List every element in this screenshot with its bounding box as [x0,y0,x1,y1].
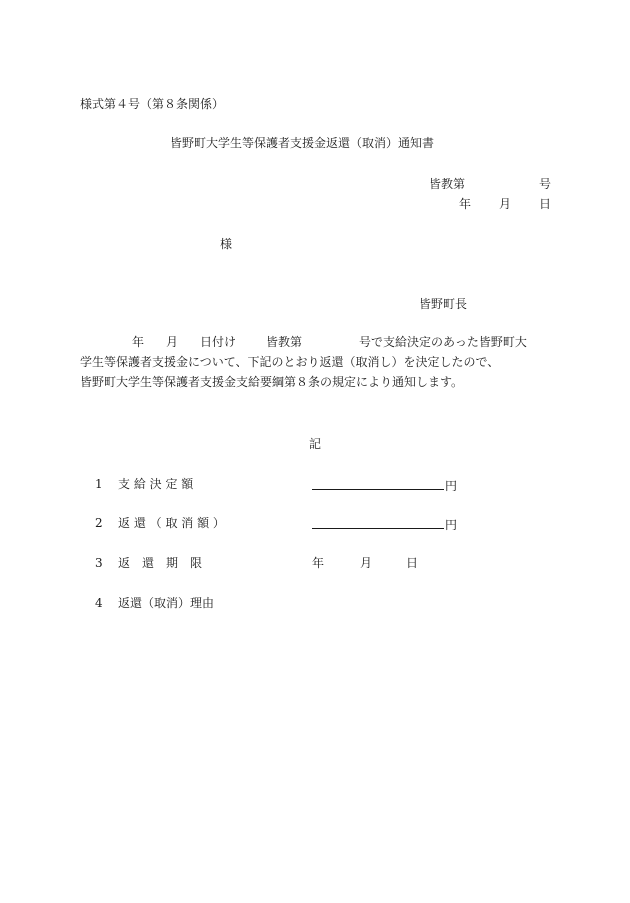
body-year: 年 [132,335,145,349]
body-ref-prefix: 皆教第 [266,335,303,349]
item-label: 支 給 決 定 額 [118,477,194,491]
issuer-name: 皆野町長 [419,297,468,311]
item-label: 返還（取消）理由 [118,596,215,610]
addressee-suffix: 様 [220,237,233,251]
form-number: 様式第４号（第８条関係） [80,97,225,111]
reference-prefix: 皆教第 [429,177,466,191]
body-line3: 皆野町大学生等保護者支援金支給要綱第８条の規定により通知します。 [80,375,464,389]
unit-yen: 円 [445,518,458,532]
blank-line [312,517,444,529]
date-day: 日 [539,197,552,211]
amount-blank [312,478,457,492]
item-number: 2 [95,516,103,530]
date-year: 年 [459,197,472,211]
document-title: 皆野町大学生等保護者支援金返還（取消）通知書 [170,136,435,150]
deadline-day: 日 [406,556,419,570]
item-label: 返 還 期 限 [118,556,203,570]
ki-marker: 記 [309,437,322,451]
item-label: 返 還 （ 取 消 額 ） [118,516,225,530]
blank-line [312,478,444,490]
item-number: 3 [95,556,103,570]
deadline-month: 月 [360,556,373,570]
body-line1-rest: 号で支給決定のあった皆野町大 [359,335,527,349]
unit-yen: 円 [445,479,458,493]
date-month: 月 [499,197,512,211]
body-month: 月 [166,335,179,349]
amount-blank [312,517,457,531]
body-line2: 学生等保護者支援金について、下記のとおり返還（取消し）を決定したので、 [80,355,500,369]
deadline-year: 年 [312,556,325,570]
body-day-dated: 日付け [200,335,237,349]
item-number: 4 [95,596,103,610]
item-number: 1 [95,477,103,491]
reference-suffix: 号 [539,177,552,191]
